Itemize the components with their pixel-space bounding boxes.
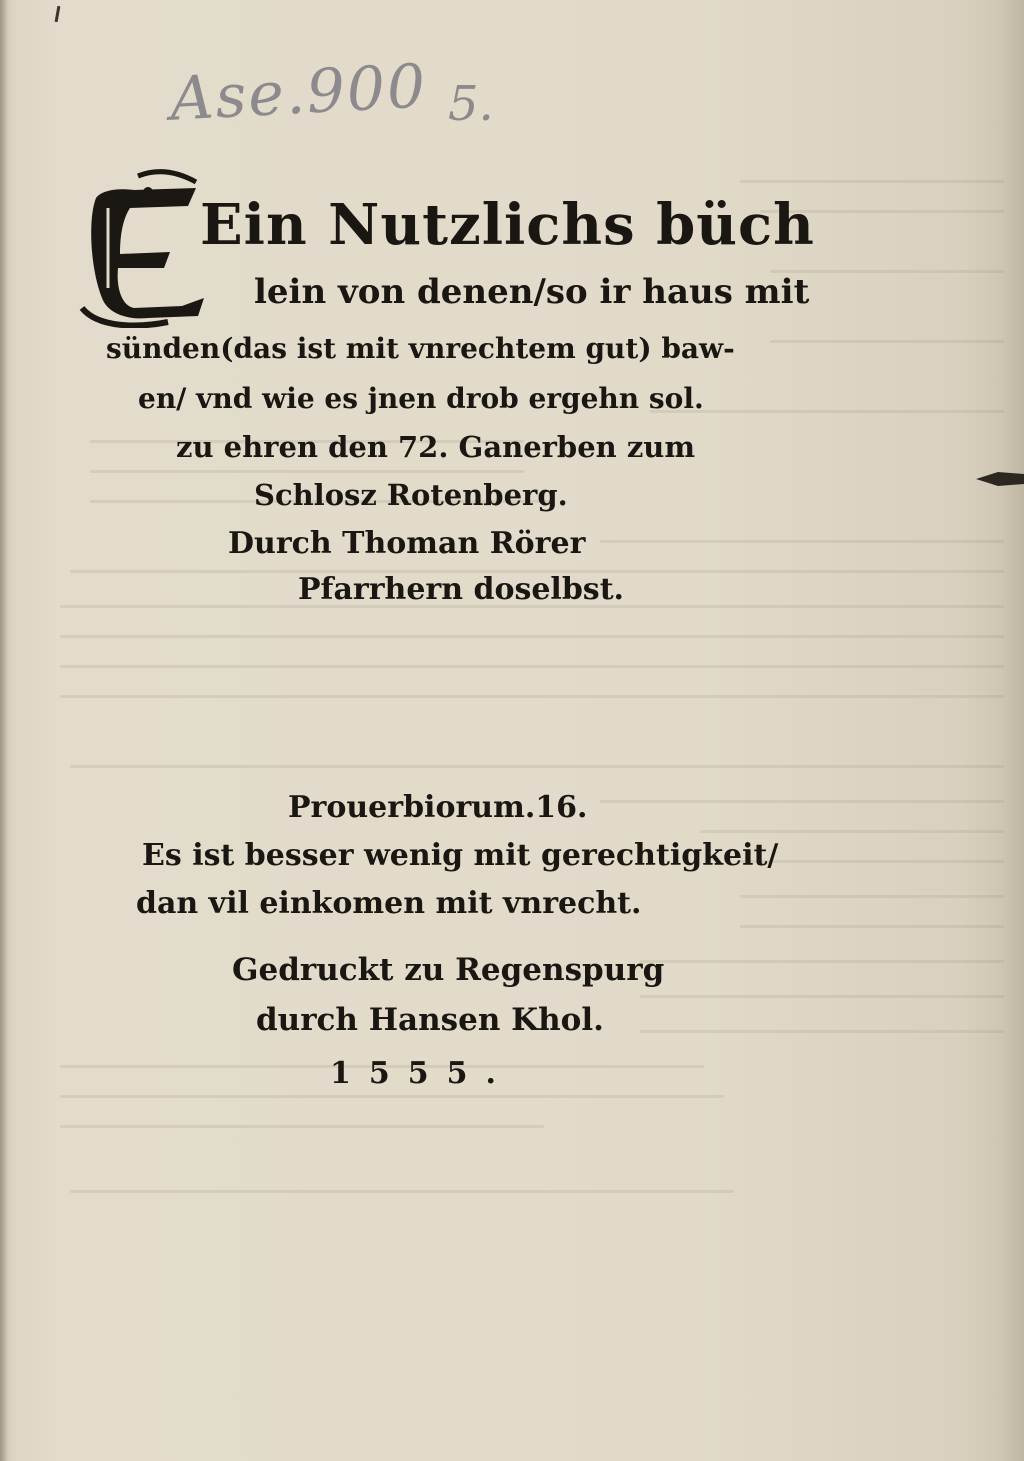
title-line-4: en/ vnd wie es jnen drob ergehn sol. xyxy=(138,382,704,415)
motto-line-2: dan vil einkomen mit vnrecht. xyxy=(136,886,642,921)
imprint-place: Gedruckt zu Regenspurg xyxy=(232,952,665,988)
handwritten-shelfmark: Ase.900 xyxy=(168,51,429,135)
title-line-2: lein von denen/so ir haus mit xyxy=(254,272,810,312)
page-edge-marker-icon xyxy=(976,468,1024,490)
author-line: Durch Thoman Rörer xyxy=(228,526,586,561)
title-line-1: Ein Nutzlichs büch xyxy=(200,192,815,258)
author-title-line: Pfarrhern doselbst. xyxy=(298,572,625,607)
title-line-3: sünden(das ist mit vnrechtem gut) baw- xyxy=(106,332,735,365)
decorated-initial-e-icon xyxy=(78,168,210,328)
spine-shadow xyxy=(0,0,8,1461)
imprint-year: 1555. xyxy=(330,1056,514,1091)
motto-reference: Prouerbiorum.16. xyxy=(288,790,588,825)
title-line-5: zu ehren den 72. Ganerben zum xyxy=(176,430,696,464)
imprint-printer: durch Hansen Khol. xyxy=(256,1002,604,1038)
ink-mark xyxy=(55,6,61,22)
motto-line-1: Es ist besser wenig mit gerechtigkeit/ xyxy=(142,838,779,873)
handwritten-sheet-number: 5. xyxy=(448,76,494,132)
title-line-6: Schlosz Rotenberg. xyxy=(254,478,568,512)
